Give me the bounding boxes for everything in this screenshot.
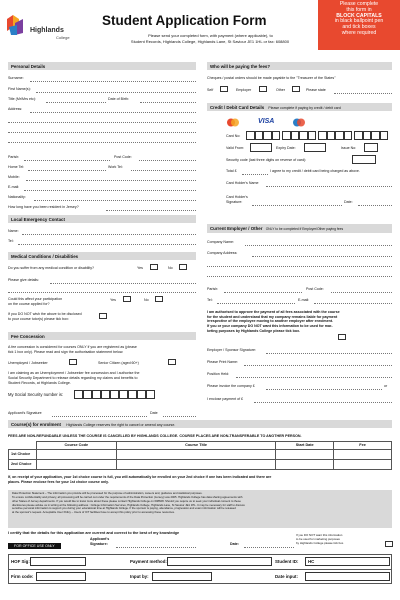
fee-cell[interactable] [334, 450, 392, 460]
emergency-tel-field[interactable] [18, 244, 196, 245]
address-line[interactable] [8, 132, 196, 133]
college-sub: College [56, 35, 70, 40]
senior-label: Senior Citizen (aged 60+) [98, 361, 139, 365]
emergency-tel-label: Tel: [8, 239, 14, 243]
medical-details-line[interactable] [8, 292, 196, 293]
valid-from-label: Valid From: [226, 146, 245, 150]
courses-heading [8, 420, 392, 428]
invoice-label: Please invoice the company £ [207, 384, 255, 388]
sponsor-sig-label: Employer / Sponsor Signature: [207, 348, 256, 352]
enclose-label: I enclose payment of £ [207, 397, 244, 401]
fees-warning: FEES ARE NON-REFUNDABLE UNLESS THE COURSE IS CANCELLED BY HIGHLANDS COLLEGE. COURSE PLACES ARE NON-TRANSFERABLE TO ANOTHER PERSON. [8, 434, 302, 438]
courses-header-row [9, 442, 392, 450]
unemployed-label: Unemployed / Jobseeker [8, 361, 48, 365]
agree-charge-text: I agree to my credit / debit card being charged as above. [270, 169, 360, 173]
concession-intro-1: A fee concession is considered for courses ONLY if you are registered as (please [8, 345, 137, 349]
card-digit-box[interactable] [371, 131, 380, 140]
mobile-field[interactable] [26, 180, 196, 181]
medical-disclose-line-2: to your course tutor(s) please tick box: [8, 317, 69, 321]
valid-from-box[interactable] [250, 143, 272, 152]
address-field[interactable] [30, 112, 196, 113]
medical-no-label: No [168, 266, 173, 270]
maestro-icon [292, 118, 306, 127]
fee-concession-heading: Fee Concession [8, 332, 196, 340]
card-digit-box[interactable] [354, 131, 363, 140]
card-digit-box[interactable] [318, 131, 327, 140]
emergency-contact-heading: Local Emergency Contact [8, 215, 196, 223]
post-code-label: Post Code: [114, 155, 132, 159]
issue-box[interactable] [364, 143, 378, 152]
security-code-label: Security code (last three digits on reverse of card): [226, 158, 307, 162]
office-use-divider [8, 569, 392, 570]
card-digit-box[interactable] [246, 131, 255, 140]
employer-post-code-label: Post Code: [306, 287, 324, 291]
who-pays-heading: Who will be paying the fees? [207, 62, 392, 70]
applicant-marketing-checkbox[interactable] [385, 541, 393, 547]
ss-digit-box[interactable] [83, 390, 92, 399]
auth-line: If you or your company DO NOT want this information to be used for mar- [207, 324, 333, 329]
title-field[interactable] [46, 102, 106, 103]
payer-self-label: Self [207, 88, 214, 92]
notice-line: BLOCK CAPITALS [336, 12, 382, 19]
enclose-field[interactable] [254, 402, 392, 403]
marketing-line: by Highlands College please tick box. [296, 540, 345, 545]
address-line[interactable] [8, 142, 196, 143]
concession-intro-2: tick 1 box only). Please read and sign the authorisation statement below. [8, 350, 124, 354]
card-digit-box[interactable] [380, 131, 389, 140]
fee-cell[interactable] [334, 460, 392, 470]
ss-digit-box[interactable] [146, 390, 155, 399]
concession-claim-3: Student Records, at Highlands College. [8, 381, 71, 385]
employer-heading [207, 224, 392, 233]
card-number-boxes[interactable] [246, 131, 388, 140]
employer-marketing-checkbox[interactable] [338, 334, 346, 340]
concession-date-field[interactable] [163, 416, 196, 417]
applicant-sig-label-2: Signature: [90, 542, 108, 546]
course-title-cell[interactable] [116, 460, 276, 470]
auth-line: irrespective of the employee moving to another employer after enrolment. [207, 319, 334, 324]
company-name-field[interactable] [245, 245, 392, 246]
card-digit-box[interactable] [272, 131, 281, 140]
firm-code-field[interactable] [36, 572, 86, 581]
concession-signature-field[interactable] [52, 416, 147, 417]
title-label: Title (Mr/Mrs etc): [8, 97, 37, 101]
employer-tel-field[interactable] [217, 303, 295, 304]
nationality-field[interactable] [34, 200, 196, 201]
employer-parish-field[interactable] [224, 292, 302, 293]
cheques-note: Cheques / postal orders should be made payable to the "Treasurer of the States" [207, 76, 336, 80]
medical-heading: Medical Conditions / Disabilities [8, 252, 196, 260]
employer-email-field[interactable] [314, 303, 392, 304]
data-protection-box [8, 490, 392, 528]
input-by-label: Input by: [130, 574, 149, 579]
employer-parish-label: Parish: [207, 287, 219, 291]
surname-field[interactable] [30, 81, 196, 82]
card-digit-box[interactable] [299, 131, 308, 140]
address-label: Address: [8, 107, 23, 111]
first-names-field[interactable] [36, 92, 196, 93]
card-digit-box[interactable] [282, 131, 291, 140]
ss-digit-box[interactable] [101, 390, 110, 399]
holder-signature-field[interactable] [252, 205, 342, 206]
courses-table [8, 441, 392, 470]
input-by-field[interactable] [152, 572, 212, 581]
concession-claim-1: I am claiming as an Unemployment / Jobseeker fee concession and I authorise the [8, 371, 140, 375]
personal-details-heading: Personal Details [8, 62, 196, 70]
affect-no-checkbox[interactable] [155, 296, 163, 302]
course-title-cell[interactable] [116, 450, 276, 460]
ss-number-boxes[interactable] [74, 390, 155, 399]
card-digit-box[interactable] [344, 131, 353, 140]
payer-employer-checkbox[interactable] [259, 86, 267, 92]
ss-digit-box[interactable] [119, 390, 128, 399]
medical-yes-checkbox[interactable] [150, 264, 158, 270]
sponsor-sig-field[interactable] [266, 353, 392, 354]
total-field[interactable] [242, 174, 268, 175]
medical-affect-line-2: on the course applied for? [8, 302, 50, 306]
resident-label: How long have you been resident in Jersey? [8, 205, 79, 209]
dp-line: other States of Jersey departments. If you would like to know more about these please contact Highlands College on 608608. Should you require us to seek your individual consent to these [12, 499, 241, 503]
company-address-line[interactable] [207, 266, 392, 267]
date-input-label: Date input: [275, 574, 298, 579]
hof-sig-label: HOF Sig: [11, 559, 30, 564]
employer-email-label: E-mail: [298, 298, 310, 302]
col-start-date: Start Date [276, 442, 334, 450]
ss-number-label: My Social Security number is: [8, 392, 64, 397]
courses-heading-text: Course(s) for enrolment [11, 421, 62, 427]
marketing-opt-out [296, 534, 344, 546]
email-field[interactable] [24, 190, 196, 191]
expiry-box[interactable] [304, 143, 326, 152]
intro-line-2: Student Records, Highlands College, Highlands Lane, St Saviour JE1 1HL or fax: 608800 [130, 39, 290, 44]
applicant-sig-label-1: Applicant's [90, 537, 110, 541]
invoice-or-label: or [384, 384, 388, 388]
card-no-label: Card No: [226, 134, 241, 138]
course-code-cell[interactable] [36, 460, 116, 470]
expiry-label: Expiry Date: [276, 146, 296, 150]
print-name-field[interactable] [244, 365, 392, 366]
invoice-field[interactable] [266, 389, 382, 390]
unemployed-checkbox[interactable] [69, 359, 77, 365]
card-details-heading [207, 103, 392, 111]
company-address-line[interactable] [207, 276, 392, 277]
post-code-field[interactable] [139, 160, 196, 161]
medical-details-field[interactable] [50, 283, 196, 284]
affect-no-label: No [144, 298, 149, 302]
mobile-label: Mobile: [8, 175, 20, 179]
course-choice-note [8, 475, 271, 484]
card-date-label: Date: [344, 200, 353, 204]
concession-claim-2: Social Security Department to release details regarding my claims and benefits to [8, 376, 138, 380]
card-digit-box[interactable] [327, 131, 336, 140]
col-course-title: Course Title [116, 442, 276, 450]
ss-digit-box[interactable] [128, 390, 137, 399]
security-code-box[interactable] [352, 155, 376, 164]
dp-line: sensitive personal information to support you during your educational time at Highlands College. If the sponsor is paying, attendance, progression and exam information will be released [12, 507, 236, 511]
choice-note-line: places. Please enclose fees for your 1st choice course only. [8, 479, 109, 484]
date-input-field[interactable] [305, 572, 390, 581]
notice-line: in black ballpoint pen [334, 18, 384, 25]
position-label: Position Held: [207, 372, 230, 376]
start-date-cell[interactable] [276, 450, 334, 460]
visa-icon: VISA [258, 118, 275, 125]
dp-line: at the sponsor's request. Acceptable User Policy – Users of ICT facilities have to accept this policy prior to accessing these resources. [12, 511, 175, 515]
col-course-code: Course Code [36, 442, 116, 450]
course-code-cell[interactable] [36, 450, 116, 460]
position-field[interactable] [236, 377, 392, 378]
payment-method-field[interactable] [167, 557, 272, 566]
dob-label: Date of Birth: [108, 97, 129, 101]
payer-other-checkbox[interactable] [292, 86, 300, 92]
emergency-name-field[interactable] [22, 234, 196, 235]
ss-digit-box[interactable] [137, 390, 146, 399]
dp-line: disclosures please advise us in writing at the following address : College Information Services, Highlands College, Highlands Lane, St Saviour JE1 1HL. It may be necessary for staff to discuss [12, 503, 245, 507]
card-date-field[interactable] [358, 205, 392, 206]
dp-line: To ensure confidentiality and privacy, all processing will be carried out under the requirements of the Data Protection (Jersey) Law 2005. Highlands College has data sharing agreements with [12, 495, 243, 499]
issue-label: Issue No: [341, 146, 357, 150]
intro-line-1: Please send your completed form, with payment (where applicable), to [148, 33, 273, 38]
firm-code-label: Firm code: [11, 574, 34, 579]
senior-checkbox[interactable] [168, 359, 176, 365]
auth-line: keting purposes by Highlands College please tick box. [207, 328, 301, 333]
student-id-field[interactable] [305, 557, 390, 566]
concession-signature-label: Applicant's Signature [8, 411, 42, 415]
please-state-field[interactable] [334, 93, 392, 94]
email-label: E-mail: [8, 185, 20, 189]
hof-sig-field[interactable] [30, 557, 86, 566]
payer-self-checkbox[interactable] [220, 86, 228, 92]
home-tel-label: Home Tel: [8, 165, 25, 169]
ss-digit-box[interactable] [110, 390, 119, 399]
card-digit-box[interactable] [255, 131, 264, 140]
payer-other-label: Other [276, 88, 285, 92]
print-name-label: Please Print Name: [207, 360, 238, 364]
office-use-label: FOR OFFICE USE ONLY [8, 543, 61, 549]
medical-disclose-line-1: If you DO NOT wish the above to be disclosed [8, 312, 82, 316]
applicant-date-field[interactable] [244, 547, 294, 548]
dp-line: Data Protection Statement – The information you provide will be processed for the purpose of administration, careers and, guidance and statistical purposes. [12, 492, 203, 495]
marketing-line: If you DO NOT want this information [296, 533, 343, 537]
surname-label: Surname: [8, 76, 24, 80]
company-name-label: Company Name: [207, 240, 234, 244]
courses-heading-note: Highlands College reserves the right to cancel or amend any course. [66, 422, 176, 427]
medical-disclose-checkbox[interactable] [99, 313, 107, 319]
table-row [9, 460, 392, 470]
dob-field[interactable] [140, 102, 196, 103]
affect-yes-checkbox[interactable] [123, 296, 131, 302]
auth-line: I am authorised to approve the payment of all fees associated with the course [207, 310, 340, 314]
employer-heading-note: ONLY to be completed if Employer/Other paying fees [265, 226, 344, 231]
company-address-field[interactable] [252, 256, 392, 257]
concession-date-label: Date [150, 411, 158, 415]
card-heading-note: Please complete if paying by credit / debit card [268, 105, 341, 110]
marketing-line: to be used for marketing purposes [296, 536, 340, 541]
payer-employer-label: Employer [236, 88, 252, 92]
nationality-label: Nationality: [8, 195, 26, 199]
page-title: Student Application Form [102, 13, 267, 28]
notice-line: this form in [346, 6, 372, 13]
applicant-date-label: Date: [230, 542, 239, 546]
table-row [9, 450, 392, 460]
auth-line: for the student and understand that my company remains liable for payment [207, 314, 338, 319]
certify-statement: I certify that the details for this application are current and correct to the best of my knowledge [8, 531, 180, 535]
mastercard-icon [226, 118, 240, 127]
parish-label: Parish: [8, 155, 20, 159]
card-digit-box[interactable] [335, 131, 344, 140]
block-capitals-notice [318, 0, 400, 50]
card-digit-box[interactable] [263, 131, 272, 140]
employer-post-code-field[interactable] [331, 292, 392, 293]
home-tel-field[interactable] [28, 170, 106, 171]
card-digit-box[interactable] [363, 131, 372, 140]
work-tel-field[interactable] [131, 170, 196, 171]
row-label: 1st Choice [9, 450, 37, 460]
address-line[interactable] [8, 122, 196, 123]
employer-heading-text: Current Employer / Other [210, 225, 263, 231]
work-tel-label: Work Tel: [108, 165, 123, 169]
parish-field[interactable] [24, 160, 110, 161]
college-logo [5, 13, 29, 37]
total-label: Total £ [226, 169, 237, 173]
notice-line: and tick boxes [342, 24, 376, 31]
holder-sig-label-1: Card Holder's [226, 195, 248, 199]
holder-name-field[interactable] [266, 186, 392, 187]
please-state-label: Please state [306, 88, 326, 92]
ss-digit-box[interactable] [92, 390, 101, 399]
medical-details-label: Please give details: [8, 278, 39, 282]
medical-question: Do you suffer from any medical condition or disability? [8, 266, 95, 270]
emergency-name-label: Name: [8, 229, 19, 233]
resident-field[interactable] [106, 210, 196, 211]
medical-no-checkbox[interactable] [179, 264, 187, 270]
first-names-label: First Name(s): [8, 87, 31, 91]
medical-yes-label: Yes [137, 266, 143, 270]
affect-yes-label: Yes [110, 298, 116, 302]
notice-line: where required [341, 30, 377, 37]
medical-affect-line-1: Could this affect your participation [8, 297, 63, 301]
company-address-label: Company Address: [207, 251, 238, 255]
holder-sig-label-2: Signature: [226, 200, 243, 204]
card-digit-box[interactable] [291, 131, 300, 140]
col-blank [9, 442, 37, 450]
college-name: Highlands [30, 27, 64, 34]
card-digit-box[interactable] [308, 131, 317, 140]
ss-digit-box[interactable] [74, 390, 83, 399]
col-fee: Fee [334, 442, 392, 450]
card-heading-text: Credit / Debit Card Details [210, 104, 265, 110]
student-id-value: HC [308, 559, 315, 564]
student-id-label: Student ID: [275, 559, 299, 564]
employer-authorisation [207, 310, 340, 333]
start-date-cell[interactable] [276, 460, 334, 470]
holder-name-label: Card Holder's Name [226, 181, 259, 185]
payment-method-label: Payment method: [130, 559, 167, 564]
applicant-signature-field[interactable] [116, 547, 196, 548]
employer-tel-label: Tel: [207, 298, 213, 302]
row-label: 2nd Choice [9, 460, 37, 470]
choice-note-line: If, on receipt of your application, your 1st choice course is full, you will automatically be enrolled on your 2nd choice if one has been indicated and there are [8, 475, 272, 479]
notice-line: Please complete [339, 1, 379, 7]
